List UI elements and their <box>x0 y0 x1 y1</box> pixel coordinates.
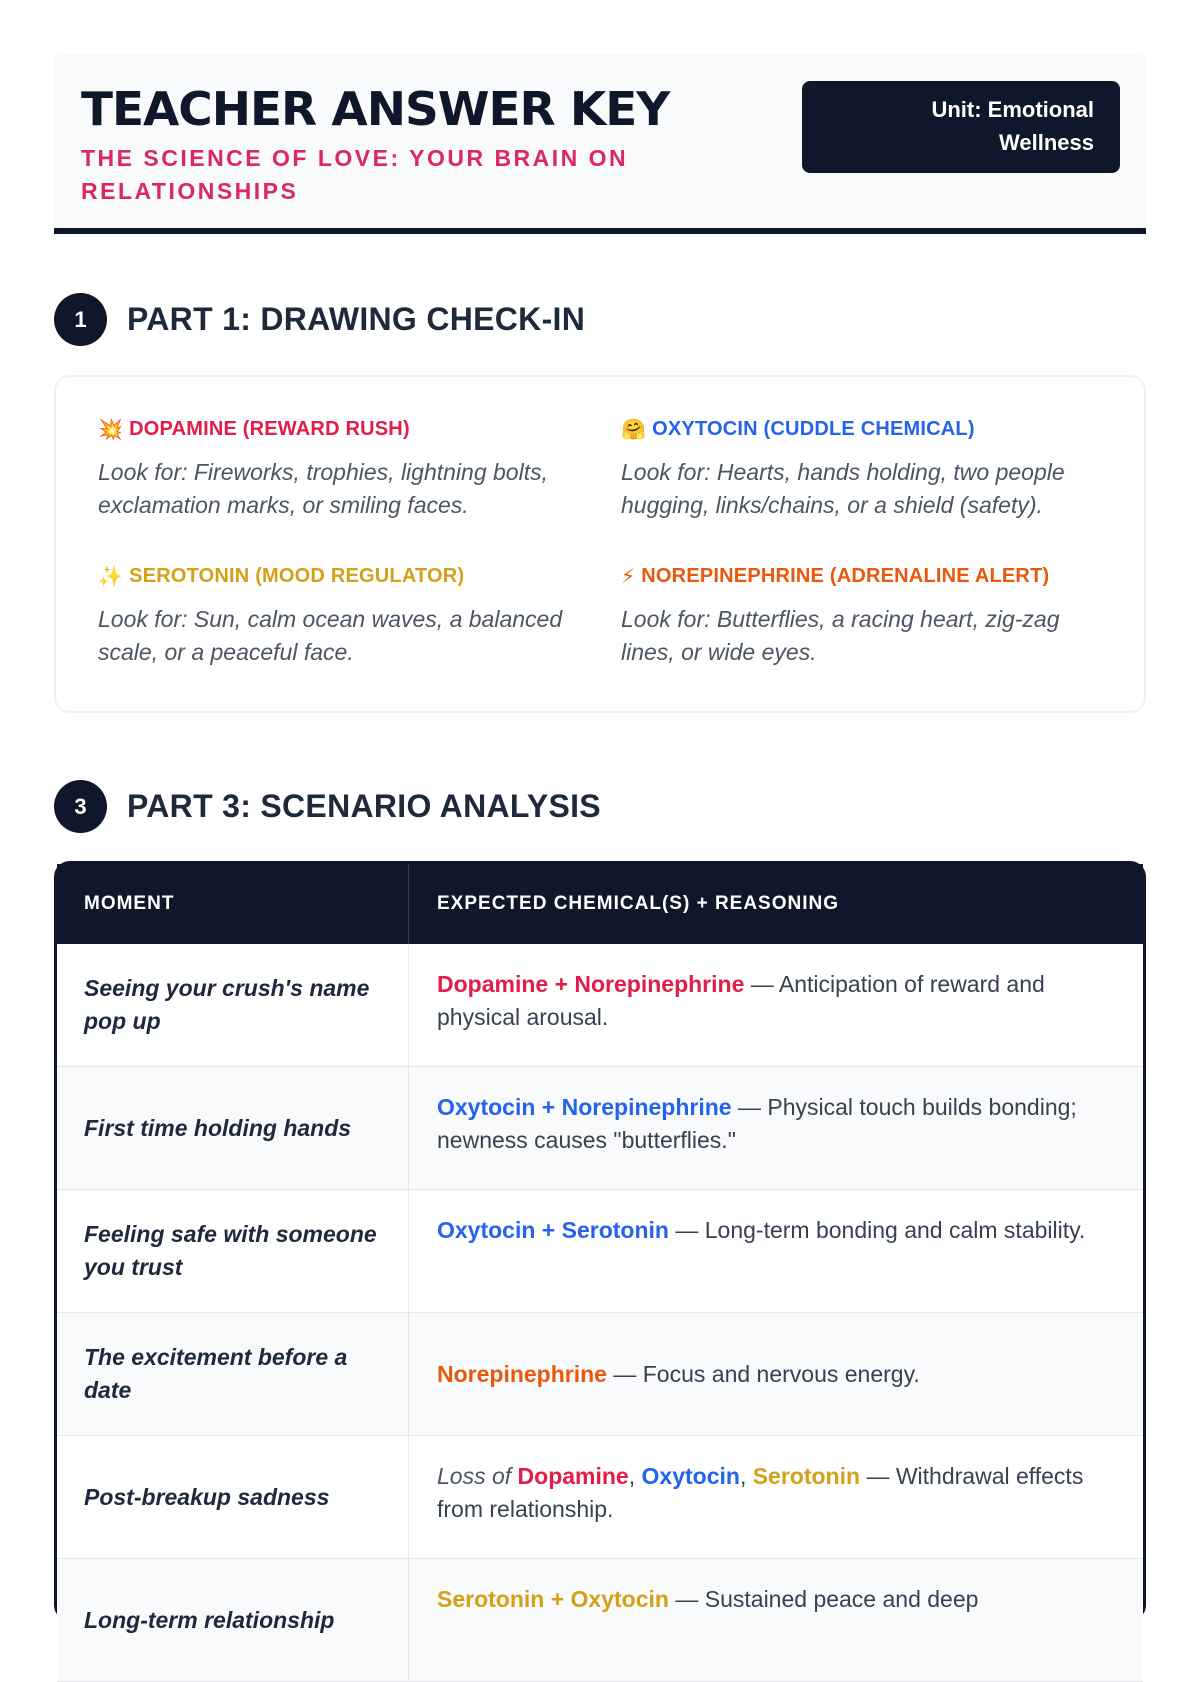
chemical-description: Look for: Hearts, hands holding, two people hugging, links/chains, or a shield (safety). <box>621 459 1065 518</box>
page-title: TEACHER ANSWER KEY <box>81 82 670 136</box>
chemical-name: Norepinephrine <box>437 1360 607 1387</box>
table-row <box>57 1559 1143 1682</box>
sparkles-icon: ✨ <box>98 566 124 588</box>
moment-cell: Feeling safe with someone you trust <box>57 1190 409 1312</box>
part1-title: PART 1: DRAWING CHECK-IN <box>127 301 586 337</box>
chemical-name: Serotonin + Oxytocin <box>437 1586 669 1612</box>
reasoning-cell <box>409 1436 1143 1558</box>
part1-heading <box>54 293 585 346</box>
header <box>54 54 1146 234</box>
unit-badge-line2: Wellness <box>999 130 1094 155</box>
reasoning-cell <box>409 1313 1143 1435</box>
part3-heading <box>54 780 601 833</box>
chemical-norepinephrine <box>621 564 1101 669</box>
drawing-checkin-card <box>54 375 1146 713</box>
part1-number-badge: 1 <box>54 293 107 346</box>
reasoning-text: — Long-term bonding and calm stability. <box>668 1217 1086 1243</box>
loss-prefix: Loss of <box>437 1463 518 1489</box>
chemical-name: Serotonin <box>752 1463 861 1489</box>
page-subtitle: THE SCIENCE OF LOVE: YOUR BRAIN ON RELATIONSHIPS <box>81 145 629 204</box>
chemical-name: Oxytocin <box>641 1463 740 1489</box>
separator: , <box>628 1463 642 1489</box>
moment-cell: First time holding hands <box>57 1067 409 1189</box>
chemical-name: Oxytocin + Serotonin <box>437 1217 669 1243</box>
chemical-description: Look for: Butterflies, a racing heart, zig-zag lines, or wide eyes. <box>621 606 1060 665</box>
separator: , <box>739 1463 753 1489</box>
moment-cell: The excitement before a date <box>57 1313 409 1435</box>
reasoning-text: — Sustained peace and deep <box>668 1586 979 1612</box>
table-row <box>57 1067 1143 1190</box>
part3-title: PART 3: SCENARIO ANALYSIS <box>127 788 601 824</box>
unit-badge-line1: Unit: Emotional <box>931 97 1094 122</box>
chemical-label: SEROTONIN (MOOD REGULATOR) <box>129 565 465 587</box>
chemical-name: Oxytocin + Norepinephrine <box>437 1094 732 1120</box>
scenario-table <box>54 861 1146 1633</box>
chemical-description: Look for: Fireworks, trophies, lightning bolts, exclamation marks, or smiling faces. <box>98 459 548 518</box>
reasoning-cell <box>409 1067 1143 1189</box>
moment-cell: Post-breakup sadness <box>57 1436 409 1558</box>
explosion-icon: 💥 <box>98 419 124 441</box>
lightning-icon: ⚡ <box>621 566 636 588</box>
reasoning-text: — Anticipation of reward and physical arousal. <box>437 971 1045 1030</box>
table-row <box>57 1190 1143 1313</box>
moment-cell: Seeing your crush's name pop up <box>57 944 409 1066</box>
reasoning-text: — Focus and nervous energy. <box>606 1360 920 1387</box>
unit-badge <box>802 81 1120 173</box>
reasoning-cell <box>409 1190 1143 1312</box>
reasoning-cell <box>409 1559 1143 1681</box>
reasoning-text: — Physical touch builds bonding; newness causes "butterflies." <box>437 1094 1077 1153</box>
chemical-label: DOPAMINE (REWARD RUSH) <box>129 418 410 440</box>
hugging-face-icon: 🤗 <box>621 419 647 441</box>
chemical-serotonin <box>98 564 578 669</box>
chemical-name: Dopamine + Norepinephrine <box>437 971 745 997</box>
table-header <box>57 864 1143 944</box>
chemical-label: NOREPINEPHRINE (ADRENALINE ALERT) <box>641 565 1050 587</box>
reasoning-cell <box>409 944 1143 1066</box>
chemical-label: OXYTOCIN (CUDDLE CHEMICAL) <box>652 418 975 440</box>
part3-number-badge: 3 <box>54 780 107 833</box>
chemical-name: Dopamine <box>517 1463 629 1489</box>
chemical-oxytocin <box>621 417 1101 522</box>
moment-cell: Long-term relationship <box>57 1559 409 1681</box>
column-header-moment: MOMENT <box>57 864 409 944</box>
chemical-description: Look for: Sun, calm ocean waves, a balanced scale, or a peaceful face. <box>98 606 563 665</box>
table-row <box>57 1313 1143 1436</box>
reasoning-text: — Withdrawal effects from relationship. <box>437 1463 1084 1522</box>
table-row <box>57 1436 1143 1559</box>
column-header-chemicals: EXPECTED CHEMICAL(S) + REASONING <box>437 893 840 914</box>
table-row <box>57 944 1143 1067</box>
chemical-dopamine <box>98 417 578 522</box>
